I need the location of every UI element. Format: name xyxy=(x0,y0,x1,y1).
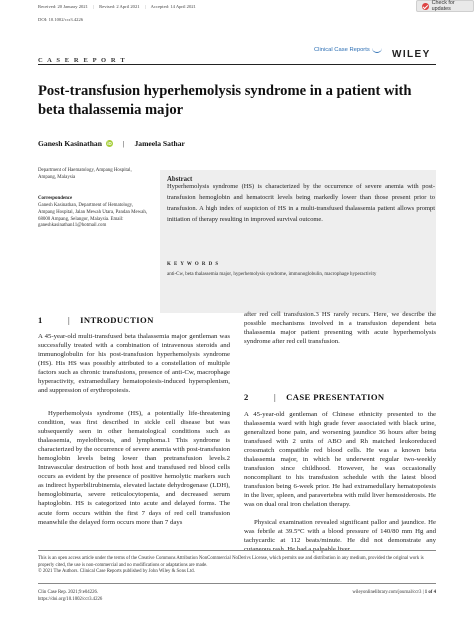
license-notice xyxy=(38,556,436,576)
author-name[interactable]: Ganesh Kasinathan xyxy=(38,139,102,148)
introduction-heading xyxy=(38,315,154,325)
section-divider: | xyxy=(68,315,71,325)
correspondence-details: Ganesh Kasinathan, Department of Hematology, Ampang Hospital, Jalan Mewah Utara, Pandan Mewah, 68000 Ampang, Selangor, Malaysia. Email: ganeshkasinathan11@hotmail.com xyxy=(38,203,148,229)
meta-divider: | xyxy=(144,4,146,9)
revised-date: Revised: 2 April 2021 xyxy=(99,4,140,9)
author-affiliation: Department of Haematology, Ampang Hospital, Ampang, Malaysia xyxy=(38,168,132,180)
page-number: 1 of 4 xyxy=(424,590,436,595)
footer-rule xyxy=(38,550,436,551)
body-paragraph: Hyperhemolysis syndrome (HS), a potentially life-threatening condition, was first described in sickle cell disease but was subsequently seen in other hematological conditions such as thalassemia, myelofibrosis, and lymphoma.1 This syndrome is characterized by the occurrence of severe anemia with post-transfusion hemoglobin levels being lower than pretransfusion levels.2 Intravascular destruction of both host and transfused red blood cells occurs as evident by the presence of positive hemolytic markers such as indirect hyperbilirubinemia, elevated lactate dehydrogenase (LDH), hemoglobinuria, severe reticulocytopenia, and decreased serum haptoglobin. HS is categorized into acute and delayed forms. The acute form occurs within the first 7 days of red cell transfusion meanwhile the delayed form occurs more than 7 days xyxy=(38,410,230,526)
publisher-logo[interactable]: WILEY xyxy=(392,49,431,60)
meta-divider: | xyxy=(93,4,94,9)
section-number: 1 xyxy=(38,315,43,325)
section-title: CASE PRESENTATION xyxy=(286,392,385,402)
section-title: INTRODUCTION xyxy=(80,315,154,325)
body-paragraph: A 45-year-old gentleman of Chinese ethnicity presented to the thalassemia ward with high grade fever associated with black urine, generalized bone pain, and worsening jaundice 36 hours after being transfused with 2 units of ABO and Rh matched leukoreduced crossmatch compatible red blood cells. He was a known beta thalassemia major, in which he underwent regular two-weekly transfusion since childhood. However, he was occasionally noncompliant to his transfusion schedule with the latest blood transfusion being 6-week prior. He had extramedullary hematopoiesis in the liver, spleen, and paravertebra with mild liver hemosiderosis. He was on dual oral iron chelation therapy. xyxy=(244,411,436,509)
check-updates-button[interactable] xyxy=(416,0,474,12)
orcid-icon[interactable]: iD xyxy=(107,141,112,146)
accepted-date: Accepted: 14 April 2021 xyxy=(150,4,196,9)
abstract-text: Hyperhemolysis syndrome (HS) is characterized by the occurrence of severe anemia with post-transfusion hemoglobin and hematocrit levels being markedly lower than those present prior to transfusion. A high index of suspicion of HS in a multi-transfused thalassemia patient allows prompt initiation of therapy resulting in improved survival outcome. xyxy=(167,183,435,223)
author-name[interactable]: Jameela Sathar xyxy=(134,139,185,148)
body-paragraph: Physical examination revealed significant pallor and jaundice. He was febrile at 39.5°C with a blood pressure of 140/80 mm Hg and tachycardic at 112 beats/minute. He did not demonstrate any xyxy=(244,519,436,545)
footer-divider: | xyxy=(422,590,425,595)
journal-name: Clinical Case Reports xyxy=(314,47,370,53)
journal-site-link[interactable]: wileyonlinelibrary.com/journal/ccr3 xyxy=(352,590,422,595)
section-divider: | xyxy=(274,392,277,402)
keywords-heading: K E Y W O R D S xyxy=(167,262,220,267)
section-number: 2 xyxy=(244,392,249,402)
doi-link[interactable]: https://doi.org/10.1002/ccr3.4226 xyxy=(38,596,103,602)
case-presentation-heading xyxy=(244,392,385,402)
citation-text: Clin Case Rep. 2021;9:e04226. xyxy=(38,590,99,595)
journal-logo[interactable] xyxy=(314,47,382,53)
article-title: Post-transfusion hyperhemolysis syndrome in a patient with beta thalassemia major xyxy=(38,83,412,118)
correspondence-heading: Correspondence xyxy=(38,196,73,201)
abstract-heading: Abstract xyxy=(167,176,193,183)
author-divider: | xyxy=(122,139,125,148)
author-list xyxy=(38,139,185,148)
received-date: Received: 20 January 2021 xyxy=(38,4,88,9)
body-paragraph: after red cell transfusion.3 HS rarely recurs. Here, we describe the possible mechanisms involved in a transfusion dependent beta thalassemia major patient presenting with acute hyperhemolysis syndrome after red cell transfusion. xyxy=(244,311,436,346)
body-paragraph: A 45-year-old multi-transfused beta thalassemia major gentleman was successfully treated with a combination of intravenous steroids and immunoglobulin for his post-transfusion hyperhemolysis syndrome (HS). His HS was possibly attributed to a constellation of multiple factors such as chronic transfusions, presence of anti-Cw, macrophage hyperactivity, extramedullary hematopoiesis-induced hypersplenism, and suppression of erythropoiesis. xyxy=(38,333,230,395)
check-updates-label: Check for updates xyxy=(431,0,455,12)
check-updates-icon xyxy=(422,3,429,10)
license-text: This is an open access article under the terms of the Creative Commons Attribution NonCommercial NoDerivs License, which permits use and distribution in any medium, provided the original work is properly cited, the use is non-commercial and no modifications or adaptations are made. xyxy=(38,556,424,568)
journal-logo-icon xyxy=(372,48,382,53)
citation-block xyxy=(38,590,102,603)
article-dates xyxy=(38,4,200,9)
article-doi[interactable]: DOI: 10.1002/ccr3.4226 xyxy=(38,17,84,22)
footer-rule xyxy=(38,583,436,584)
section-label: C A S E R E P O R T xyxy=(38,57,127,64)
keywords-text: anti-Cw, beta thalassemia major, hyperhemolysis syndrome, immunoglobulin, macrophage hyperactivity xyxy=(167,272,377,277)
header-rule xyxy=(38,64,436,65)
copyright-text: © 2021 The Authors. Clinical Case Reports published by John Wiley & Sons Ltd. xyxy=(38,569,195,575)
footer-right xyxy=(300,590,436,595)
